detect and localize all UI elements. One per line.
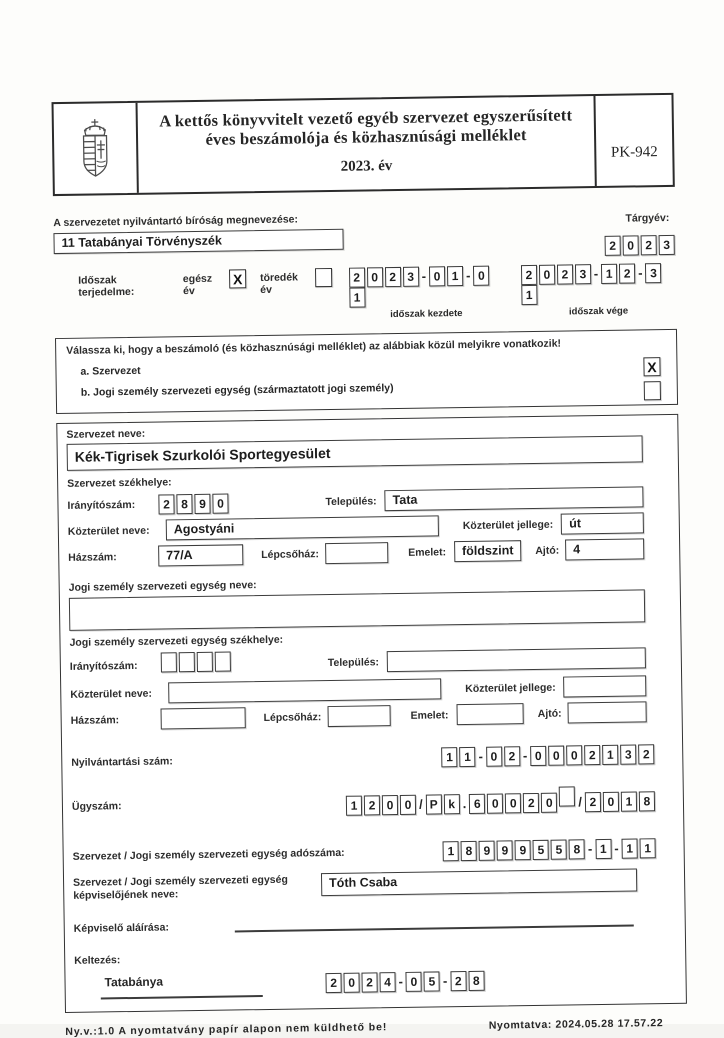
legal-unit-street-label: Közterület neve:: [70, 687, 160, 700]
legal-unit-house-field: [161, 707, 246, 729]
org-seat-label: Szervezet székhelye:: [67, 469, 669, 490]
org-stair-field: [325, 542, 389, 564]
footer-version-note: Ny.v.:1.0 A nyomtatvány papír alapon nem küldhető be!: [65, 1021, 387, 1038]
idoszak-label: Időszak terjedelme:: [78, 273, 173, 298]
registration-number-digit-boxes: 1 1 - 0 2 - 0 0 0 2 1 3 2: [440, 744, 655, 767]
legal-unit-floor-field: [456, 703, 523, 725]
organization-details-box: [56, 414, 687, 1013]
org-stair-label: Lépcsőház:: [261, 548, 319, 561]
legal-unit-zip-label: Irányítószám:: [70, 659, 152, 672]
option-a-checkbox: X: [643, 357, 660, 376]
org-house-label: Házszám:: [68, 550, 150, 563]
tax-number-digit-boxes: 1 8 9 9 9 5 5 8 - 1 - 1 1: [442, 838, 657, 861]
form-title-line2: éves beszámolója és közhasznúsági melléklet: [138, 125, 594, 151]
report-subject-choice-box: [55, 329, 678, 414]
form-title-line1: A kettős könyvvitelt vezető egyéb szervezet egyszerűsített: [138, 105, 594, 131]
legal-unit-street-field: [168, 678, 441, 703]
targyev-digit-boxes: 2 0 2 3: [604, 235, 676, 256]
legal-unit-floor-label: Emelet:: [410, 709, 448, 722]
targyev-label: Tárgyév:: [625, 212, 669, 225]
representative-label: Szervezet / Jogi személy szervezeti egység képviselőjének neve:: [73, 873, 321, 903]
representative-name-field: Tóth Csaba: [321, 868, 637, 896]
legal-unit-zip-digit-boxes: [160, 651, 232, 677]
legal-unit-seat-label: Jogi személy szervezeti egység székhelye:: [69, 628, 671, 649]
period-end-group: [520, 263, 677, 318]
registration-number-label: Nyilvántartási szám:: [71, 755, 173, 769]
org-street-type-field: út: [561, 512, 644, 534]
legal-unit-stair-label: Lépcsőház:: [264, 711, 322, 724]
org-city-label: Település:: [325, 495, 376, 508]
signature-line: [235, 913, 634, 933]
court-label: A szervezetet nyilvántartó bíróság megnevezése:: [53, 213, 343, 229]
form-year: 2023. év: [138, 155, 594, 179]
period-start-digit-boxes: 2 0 2 3 - 0 1 - 01: [348, 265, 505, 307]
dating-label: Keltezés:: [74, 946, 676, 967]
targyev-block: [603, 208, 676, 256]
org-floor-field: földszint: [454, 540, 521, 562]
period-start-caption: időszak kezdete: [390, 308, 462, 320]
legal-unit-street-type-field: [563, 675, 646, 697]
choice-option-b: b. Jogi személy szervezeti egység (származtatott jogi személy): [81, 378, 667, 399]
legal-unit-street-type-label: Közterület jellege:: [465, 681, 556, 694]
period-end-caption: időszak vége: [569, 306, 628, 318]
partial-year-checkbox: [315, 268, 332, 287]
tax-number-label: Szervezet / Jogi személy szervezeti egység adószáma:: [73, 847, 345, 863]
legal-unit-city-label: Település:: [328, 656, 379, 669]
org-zip-digit-boxes: 2 8 9 0: [157, 493, 229, 514]
org-name-field: Kék-Tigrisek Szurkolói Sportegyesület: [67, 435, 643, 471]
partial-year-label: töredék év: [260, 271, 311, 296]
form-header: [51, 93, 674, 196]
org-street-label: Közterület neve:: [68, 524, 158, 537]
legal-unit-door-label: Ajtó:: [538, 707, 562, 719]
hungarian-coat-of-arms-icon: [54, 103, 139, 194]
footer-printed-timestamp: Nyomtatva: 2024.05.28 17.57.22: [489, 1017, 664, 1032]
case-number-label: Ügyszám:: [72, 800, 122, 813]
court-block: [53, 213, 344, 264]
legal-unit-city-field: [387, 647, 646, 672]
org-house-field: 77/A: [158, 544, 243, 566]
whole-year-label: egész év: [183, 273, 226, 298]
option-b-checkbox: [644, 381, 661, 400]
legal-unit-door-field: [567, 701, 646, 723]
whole-year-checkbox: X: [229, 269, 246, 288]
choice-prompt: Válassza ki, hogy a beszámoló (és közhasznúsági melléklet) az alábbiak közül melyikre vonatkozik!: [66, 336, 666, 357]
org-street-field: Agostyáni: [166, 515, 439, 540]
period-end-digit-boxes: 2 0 2 3 - 1 2 - 31: [520, 263, 677, 305]
dating-date-digit-boxes: 2 0 2 4 - 0 5 - 2 8: [324, 971, 485, 993]
court-field: 11 Tatabányai Törvényszék: [53, 229, 343, 254]
signature-label: Képviselő aláírása:: [74, 922, 169, 935]
org-door-field: 4: [565, 538, 644, 560]
org-door-label: Ajtó:: [535, 544, 559, 556]
org-floor-label: Emelet:: [408, 546, 446, 559]
legal-unit-name-field: [69, 589, 645, 631]
dating-place: Tatabánya: [100, 973, 262, 999]
case-number-digit-boxes: 1 2 0 0 / P k . 6 0 0 2 0 / 2 0 1 8: [345, 785, 656, 816]
choice-option-a: a. Szervezet: [80, 357, 666, 378]
legal-unit-name-label: Jogi személy szervezeti egység neve:: [69, 573, 671, 594]
org-street-type-label: Közterület jellege:: [463, 518, 554, 531]
legal-unit-house-label: Házszám:: [71, 713, 153, 726]
org-zip-label: Irányítószám:: [67, 498, 149, 511]
period-start-group: [348, 265, 505, 320]
legal-unit-stair-field: [327, 705, 391, 727]
org-name-label: Szervezet neve:: [66, 420, 668, 441]
form-code: PK-942: [593, 95, 672, 186]
org-city-field: Tata: [384, 486, 643, 511]
